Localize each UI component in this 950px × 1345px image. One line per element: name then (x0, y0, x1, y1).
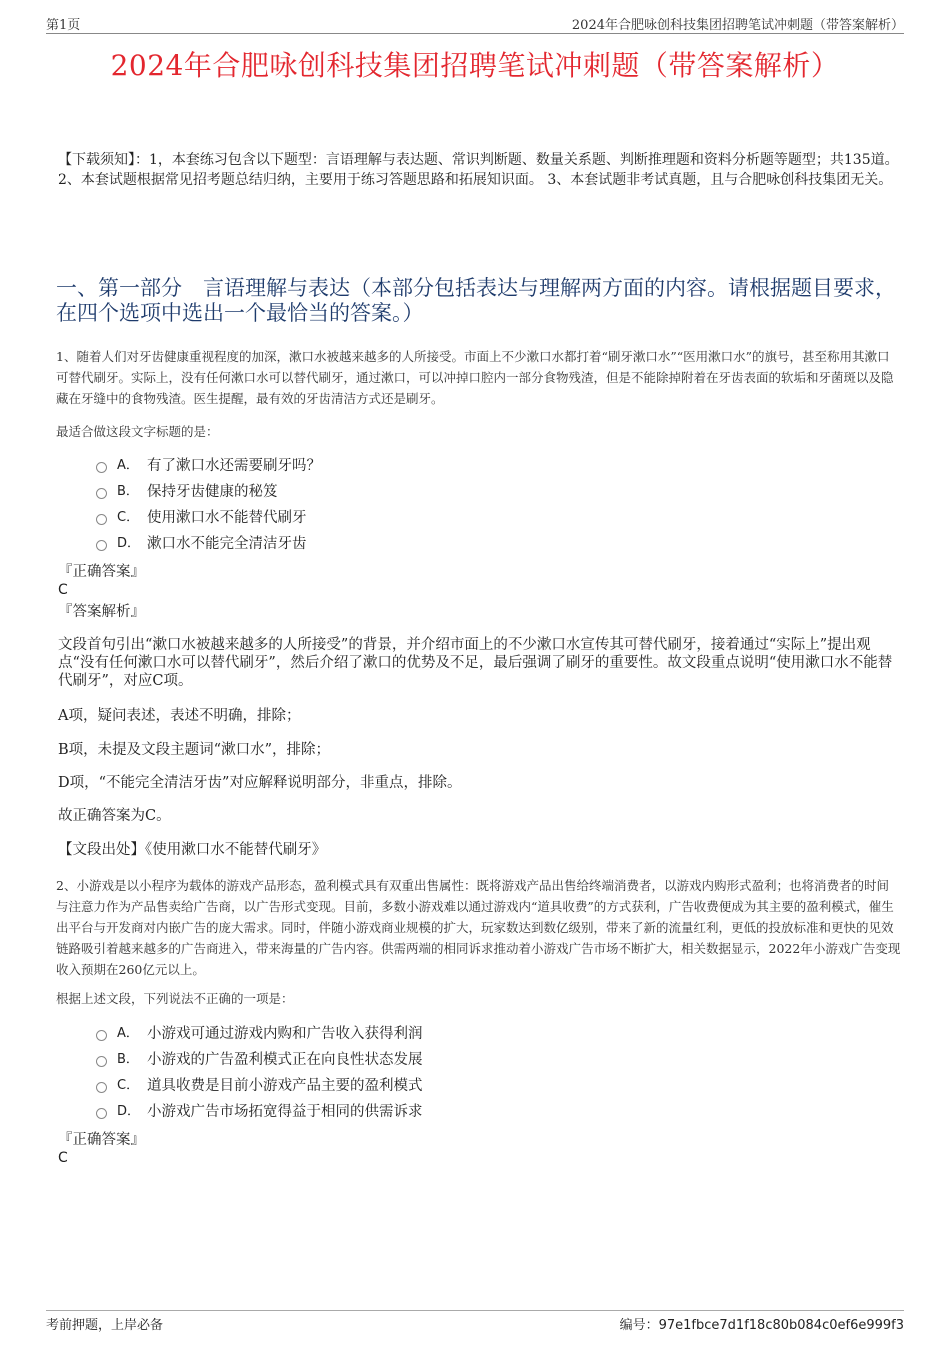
question-2-stem: 2、小游戏是以小程序为载体的游戏产品形态，盈利模式具有双重出售属性：既将游戏产品出售给终端消费者，以游戏内购形式盈利；也将消费者的时间与注意力作为产品售卖给广告商，以广告形式变现。目前，多数小游戏难以通过游戏内“道具收费”的方式获利，广告收费便成为其主要的盈利模式，催生出平台与开发商对内嵌广告的庞大需求。同时，伴随小游戏商业规模的扩大，玩家数达到数亿级别，带来了新的流量红利，更低的投放标准和更快的见效链路吸引着越来越多的广告商进入，带来海量的广告内容。供需两端的相同诉求推动着小游戏广告市场不断扩大，相关数据显示，2022年小游戏广告变现收入预期在260亿元以上。 (56, 878, 901, 977)
question-2-option-d[interactable]: D． 小游戏广告市场拓宽得益于相同的供需诉求 (96, 1102, 423, 1122)
question-1-option-b[interactable]: B． 保持牙齿健康的秘笈 (96, 482, 278, 502)
document-code: 编号：97e1fbce7d1f18c80b084c0ef6e999f3 (619, 1318, 904, 1333)
question-1-source: 【文段出处】《使用漱口水不能替代刷牙》 (58, 842, 327, 858)
question-1-analysis-label: 『答案解析』 (58, 604, 145, 620)
radio-icon[interactable] (96, 540, 107, 551)
radio-icon[interactable] (96, 1082, 107, 1093)
question-2-prompt: 根据上述文段，下列说法不正确的一项是： (56, 991, 294, 1006)
question-2-option-a[interactable]: A． 小游戏可通过游戏内购和广告收入获得利润 (96, 1024, 423, 1044)
radio-icon[interactable] (96, 1030, 107, 1041)
question-1-option-a[interactable]: A． 有了漱口水还需要刷牙吗？ (96, 456, 321, 476)
question-1-analysis-p5: 故正确答案为C。 (58, 808, 171, 824)
footer-slogan: 考前押题，上岸必备 (46, 1318, 164, 1333)
download-notice: 【下载须知】：1，本套练习包含以下题型：言语理解与表达题、常识判断题、数量关系题、判断推理题和资料分析题等题型；共135道。 2、本套试题根据常见招考题总结归纳，主要用于练习答题思路和拓展知识面。 3、本套试题非考试真题，且与合肥咏创科技集团无关。 (58, 152, 899, 188)
question-2-option-c[interactable]: C． 道具收费是目前小游戏产品主要的盈利模式 (96, 1076, 423, 1096)
question-2-answer: C (58, 1150, 68, 1166)
question-2-option-b[interactable]: B． 小游戏的广告盈利模式正在向良性状态发展 (96, 1050, 423, 1070)
question-2-answer-label: 『正确答案』 (58, 1132, 145, 1148)
footer-divider (46, 1310, 904, 1311)
running-title: 2024年合肥咏创科技集团招聘笔试冲刺题（带答案解析） (571, 18, 904, 33)
radio-icon[interactable] (96, 1108, 107, 1119)
question-1-prompt: 最适合做这段文字标题的是： (56, 424, 219, 439)
question-1-answer: C (58, 582, 68, 598)
radio-icon[interactable] (96, 1056, 107, 1067)
question-1-analysis-p1: 文段首句引出“漱口水被越来越多的人所接受”的背景，并介绍市面上的不少漱口水宣传其可替代刷牙，接着通过“实际上”提出观点“没有任何漱口水可以替代刷牙”，然后介绍了漱口的优势及不足，最后强调了刷牙的重要性。故文段重点说明“使用漱口水不能替代刷牙”，对应C项。 (58, 637, 893, 689)
question-1-analysis-p4: D项，“不能完全清洁牙齿”对应解释说明部分，非重点，排除。 (58, 775, 462, 791)
page-number: 第1页 (46, 18, 81, 33)
question-1-stem: 1、随着人们对牙齿健康重视程度的加深，漱口水被越来越多的人所接受。市面上不少漱口水都打着“刷牙漱口水”“医用漱口水”的旗号，甚至称用其漱口可替代刷牙。实际上，没有任何漱口水可以替代刷牙，通过漱口，可以冲掉口腔内一部分食物残渣，但是不能除掉附着在牙齿表面的软垢和牙菌斑以及隐藏在牙缝中的食物残渣。医生提醒，最有效的牙齿清洁方式还是刷牙。 (56, 349, 894, 406)
radio-icon[interactable] (96, 462, 107, 473)
section-heading: 一、第一部分 言语理解与表达（本部分包括表达与理解两方面的内容。请根据题目要求，在四个选项中选出一个最恰当的答案。） (56, 276, 896, 325)
radio-icon[interactable] (96, 488, 107, 499)
radio-icon[interactable] (96, 514, 107, 525)
question-1-analysis-p2: A项，疑问表述，表述不明确，排除； (58, 708, 301, 724)
document-title: 2024年合肥咏创科技集团招聘笔试冲刺题（带答案解析） (110, 49, 840, 82)
question-1-option-c[interactable]: C． 使用漱口水不能替代刷牙 (96, 508, 307, 528)
question-1-option-d[interactable]: D． 漱口水不能完全清洁牙齿 (96, 534, 307, 554)
question-1-answer-label: 『正确答案』 (58, 564, 145, 580)
question-1-analysis-p3: B项，未提及文段主题词“漱口水”，排除； (58, 742, 330, 758)
header-divider (46, 33, 904, 34)
